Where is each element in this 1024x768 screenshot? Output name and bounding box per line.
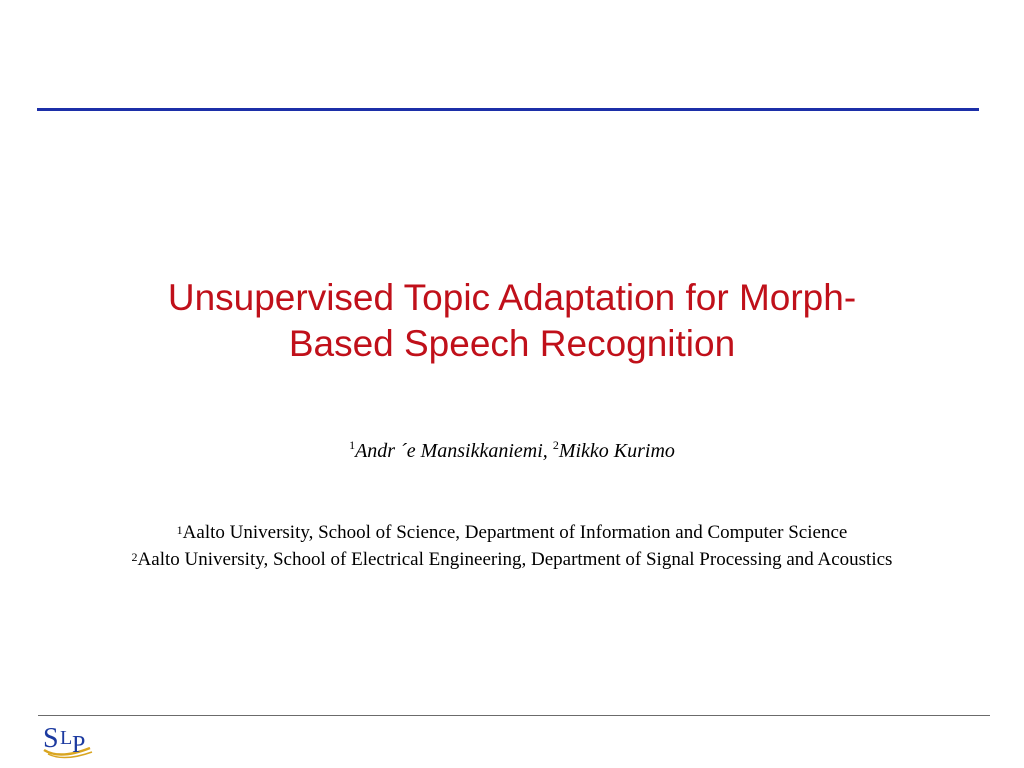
title-line-1: Unsupervised Topic Adaptation for Morph- xyxy=(167,277,857,318)
author-2-name: Mikko Kurimo xyxy=(558,440,675,462)
affiliation-2-superscript: 2 xyxy=(131,550,138,564)
svg-text:L: L xyxy=(60,727,73,749)
affiliation-2 xyxy=(0,546,1024,573)
affiliation-block xyxy=(0,519,1024,573)
title-line-2: Based Speech Recognition xyxy=(288,323,736,364)
svg-text:P: P xyxy=(72,732,86,758)
slide-title xyxy=(40,275,984,367)
svg-text:S: S xyxy=(43,723,59,754)
affiliation-1-superscript: 1 xyxy=(176,523,183,537)
author-line xyxy=(0,440,1024,463)
affiliation-1 xyxy=(0,519,1024,546)
author-1-name: Andr ´e Mansikkaniemi, xyxy=(355,440,548,462)
author-2-superscript: 2 xyxy=(552,438,559,452)
affiliation-2-text: Aalto University, School of Electrical Engineering, Department of Signal Processing and Acoustics xyxy=(137,549,893,570)
slp-logo-icon xyxy=(40,720,96,762)
bottom-divider xyxy=(38,715,990,716)
author-1-superscript: 1 xyxy=(349,438,356,452)
affiliation-1-text: Aalto University, School of Science, Department of Information and Computer Science xyxy=(182,522,848,543)
top-divider xyxy=(37,108,979,111)
